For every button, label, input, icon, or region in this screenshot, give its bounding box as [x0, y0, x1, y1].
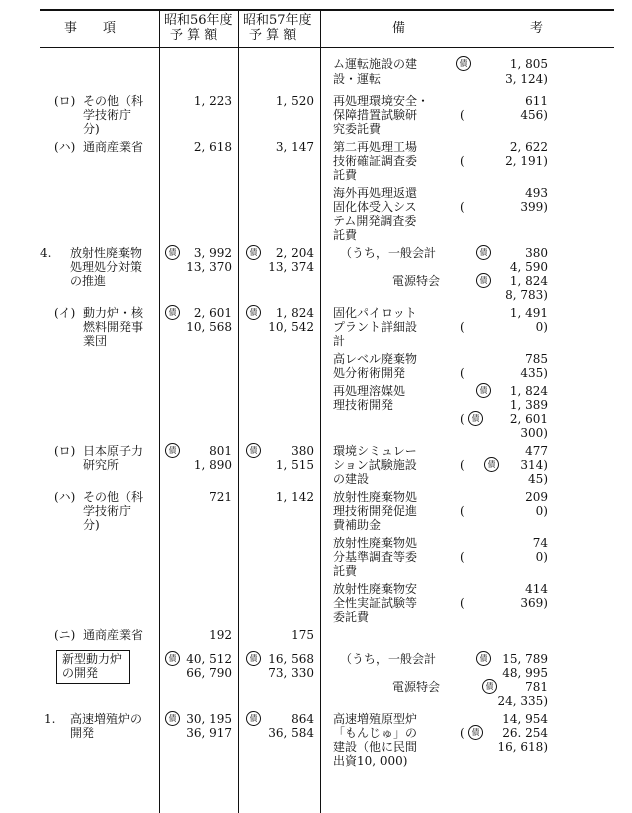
row-i4-note-r1: 再処理溶媒処	[333, 384, 406, 398]
row-i4-value-r4: 300)	[520, 426, 548, 440]
debt-mark-icon: 債	[246, 245, 261, 260]
row-ro4-num: (ロ)	[54, 444, 76, 458]
paren: (	[460, 108, 465, 122]
debt-mark-icon: 債	[476, 651, 491, 666]
row-s1-value-1: 14, 954	[502, 712, 548, 726]
row-shin-value-1: 15, 789	[502, 652, 548, 666]
row-shin-value-3: 781	[525, 680, 548, 694]
row-ha4-note-q1: 放射性廃棄物処	[333, 536, 418, 550]
paren: (	[460, 458, 465, 472]
row-ro1-note-1: 再処理環境安全・	[333, 94, 430, 108]
row-ha4-note-p3: 費補助金	[333, 518, 382, 532]
debt-mark-icon: 債	[482, 679, 497, 694]
debt-mark-icon: 債	[165, 711, 180, 726]
row-i4-note-q2: 処分術術開発	[333, 366, 406, 380]
row-ro1-note-2: 保障措置試験研	[333, 108, 418, 122]
debt-mark-icon: 債	[476, 245, 491, 260]
debt-mark-icon: 債	[165, 305, 180, 320]
row-s4-note-1: （うち，一般会計	[340, 246, 437, 260]
header-rule	[40, 47, 614, 48]
col-divider-3	[320, 9, 321, 813]
row-i4-note-p3: 計	[333, 334, 346, 348]
paren: (	[460, 550, 465, 564]
row-shin-label-1: 新型動力炉	[62, 652, 123, 666]
row-i4-fy57-b: 10, 542	[268, 320, 314, 334]
row-ha1-num: (ハ)	[54, 140, 76, 154]
row-ro1-label-1: その他（科	[83, 94, 144, 108]
row-s1-fy57-a: 864	[291, 712, 314, 726]
row-s4-fy57-b: 13, 374	[268, 260, 314, 274]
row-s1-note-1: 高速増殖原型炉	[333, 712, 418, 726]
row-ro1-num: (ロ)	[54, 94, 76, 108]
row-ha1-value2-1: 493	[525, 186, 548, 200]
row-ha4-fy56: 721	[209, 490, 232, 504]
paren: (	[460, 320, 465, 334]
row-ro4-note-3: の建設	[333, 472, 370, 486]
row-s1-fy56-b: 36, 917	[186, 726, 232, 740]
paren: (	[460, 504, 465, 518]
row-ha1-note-3: 託費	[333, 168, 358, 182]
row-ha4-note-p1: 放射性廃棄物処	[333, 490, 418, 504]
row-shin-value-2: 48, 995	[502, 666, 548, 680]
row-ro4-label-1: 日本原子力	[83, 444, 144, 458]
debt-mark-icon: 債	[165, 245, 180, 260]
row-ha4-note-p2: 理技術開発促進	[333, 504, 418, 518]
row-i4-label-2: 燃料開発事	[83, 320, 144, 334]
row-ha4-value-p1: 209	[525, 490, 548, 504]
row-s1-value-2: 26. 254	[502, 726, 548, 740]
row-ro1-fy57: 1, 520	[275, 94, 314, 108]
row-ro4-note-2: ション試験施設	[333, 458, 417, 472]
row-ha1-value2-2: 399)	[520, 200, 548, 214]
row-s1-label-1: 高速増殖炉の	[70, 712, 143, 726]
row-s1-note-3: 建設（他に民間	[333, 740, 418, 754]
debt-mark-icon: 債	[246, 651, 261, 666]
row-ha4-label-2: 学技術庁	[83, 504, 132, 518]
debt-mark-icon: 債	[246, 711, 261, 726]
row-ha1-note2-4: 託費	[333, 228, 358, 242]
row-ro1-value-2: 456)	[520, 108, 548, 122]
row-ha4-note-q2: 分基準調査等委	[333, 550, 418, 564]
row-ha4-value-r2: 369)	[520, 596, 548, 610]
row-shin-label-2: の開発	[62, 666, 99, 680]
row-ro4-fy57-a: 380	[291, 444, 314, 458]
row-ha1-value-1: 2, 622	[509, 140, 548, 154]
row-ha4-note-r1: 放射性廃棄物安	[333, 582, 418, 596]
row-shin-fy57-b: 73, 330	[268, 666, 314, 680]
row-s4-value-3: 1, 824	[509, 274, 548, 288]
row-ha4-label-1: その他（科	[83, 490, 144, 504]
cont-value-2: 3, 124)	[505, 72, 548, 86]
cont-note-line1: ム運転施設の建	[333, 57, 418, 71]
row-ha4-fy57: 1, 142	[275, 490, 314, 504]
header-notes-b: 考	[530, 21, 544, 36]
debt-mark-icon: 債	[468, 725, 483, 740]
row-shin-value-4: 24, 335)	[497, 694, 548, 708]
row-i4-value-r3: 2, 601	[509, 412, 548, 426]
row-ro1-fy56: 1, 223	[193, 94, 232, 108]
row-s1-fy57-b: 36, 584	[268, 726, 314, 740]
row-i4-num: (イ)	[54, 306, 76, 320]
row-shin-fy56-a: 40, 512	[186, 652, 232, 666]
row-ha1-label: 通商産業省	[83, 140, 144, 154]
row-ro4-label-2: 研究所	[83, 458, 120, 472]
row-s4-num: 4.	[40, 246, 52, 260]
row-ha1-value-2: 2, 191)	[505, 154, 548, 168]
row-ha1-note2-2: 固化体受入シス	[333, 200, 417, 214]
header-item: 事 項	[64, 21, 117, 36]
row-i4-value-q2: 435)	[520, 366, 548, 380]
row-i4-value-r2: 1, 389	[509, 398, 548, 412]
row-ni4-fy56: 192	[209, 628, 232, 642]
paren: (	[460, 366, 465, 380]
paren: (	[460, 726, 465, 740]
row-ro1-note-3: 究委託費	[333, 122, 382, 136]
row-shin-note-1: （うち，一般会計	[340, 652, 437, 666]
row-shin-note-2: 電源特会	[392, 680, 441, 694]
row-s4-label-2: 処理処分対策	[70, 260, 143, 274]
row-s4-label-1: 放射性廃棄物	[70, 246, 143, 260]
paren: (	[460, 412, 465, 426]
row-i4-note-p2: プラント詳細設	[333, 320, 418, 334]
header-fy57-line2: 予 算 額	[249, 28, 297, 43]
row-i4-value-p1: 1, 491	[509, 306, 548, 320]
row-i4-note-q1: 高レベル廃棄物	[333, 352, 418, 366]
header-fy57-line1: 昭和57年度	[243, 13, 312, 28]
row-s1-label-2: 開発	[70, 726, 95, 740]
row-s4-value-1: 380	[525, 246, 548, 260]
row-ni4-fy57: 175	[291, 628, 314, 642]
row-ha4-note-q3: 託費	[333, 564, 358, 578]
row-ha4-note-r3: 委託費	[333, 610, 370, 624]
cont-value-1: 1, 805	[509, 57, 548, 71]
row-s4-fy56-b: 13, 370	[186, 260, 232, 274]
row-s1-note-4: 出資10, 000)	[333, 754, 408, 768]
row-s4-value-4: 8, 783)	[505, 288, 548, 302]
row-ro4-note-1: 環境シミュレー	[333, 444, 417, 458]
row-ha4-label-3: 分)	[83, 518, 100, 532]
paren: (	[460, 154, 465, 168]
row-s1-fy56-a: 30, 195	[186, 712, 232, 726]
top-rule	[40, 9, 614, 11]
row-ha1-note-2: 技術確証調査委	[333, 154, 418, 168]
debt-mark-icon: 債	[456, 56, 471, 71]
row-i4-note-p1: 固化パイロット	[333, 306, 417, 320]
debt-mark-icon: 債	[165, 651, 180, 666]
row-i4-value-p2: 0)	[535, 320, 548, 334]
row-ha4-note-r2: 全性実証試験等	[333, 596, 418, 610]
cont-note-line2: 設・運転	[333, 72, 382, 86]
row-ro4-value-3: 45)	[528, 472, 548, 486]
row-ha4-value-q2: 0)	[535, 550, 548, 564]
row-ha4-num: (ハ)	[54, 490, 76, 504]
debt-mark-icon: 債	[476, 383, 491, 398]
paren: (	[460, 200, 465, 214]
row-i4-label-3: 業団	[83, 334, 108, 348]
row-ha1-note-1: 第二再処理工場	[333, 140, 418, 154]
row-ro1-value-1: 611	[525, 94, 548, 108]
row-s4-fy56-a: 3, 992	[193, 246, 232, 260]
row-ro4-fy57-b: 1, 515	[275, 458, 314, 472]
row-ha4-value-p2: 0)	[535, 504, 548, 518]
header-notes-a: 備	[392, 21, 406, 36]
row-shin-fy56-b: 66, 790	[186, 666, 232, 680]
debt-mark-icon: 債	[476, 273, 491, 288]
debt-mark-icon: 債	[484, 457, 499, 472]
row-ro4-fy56-a: 801	[209, 444, 232, 458]
row-ro4-value-1: 477	[525, 444, 548, 458]
paren: (	[460, 596, 465, 610]
row-ro4-value-2: 314)	[520, 458, 548, 472]
row-s4-fy57-a: 2, 204	[275, 246, 314, 260]
header-fy56-line2: 予 算 額	[170, 28, 218, 43]
row-i4-fy57-a: 1, 824	[275, 306, 314, 320]
row-s1-value-3: 16, 618)	[497, 740, 548, 754]
header-fy56-line1: 昭和56年度	[164, 13, 233, 28]
debt-mark-icon: 債	[165, 443, 180, 458]
row-s4-value-2: 4, 590	[509, 260, 548, 274]
debt-mark-icon: 債	[468, 411, 483, 426]
row-ni4-num: (ニ)	[54, 628, 76, 642]
row-shin-fy57-a: 16, 568	[268, 652, 314, 666]
row-ha1-fy57: 3, 147	[275, 140, 314, 154]
row-i4-value-r1: 1, 824	[509, 384, 548, 398]
row-s1-note-2: 「もんじゅ」の	[333, 726, 418, 740]
row-i4-label-1: 動力炉・核	[83, 306, 144, 320]
row-s4-note-2: 電源特会	[392, 274, 441, 288]
row-ro4-fy56-b: 1, 890	[193, 458, 232, 472]
row-ha1-note2-3: テム開発調査委	[333, 214, 417, 228]
row-s4-label-3: の推進	[70, 274, 107, 288]
row-ha4-value-q1: 74	[532, 536, 548, 550]
debt-mark-icon: 債	[246, 443, 261, 458]
row-ha1-note2-1: 海外再処理返還	[333, 186, 418, 200]
row-s1-num: 1.	[44, 712, 56, 726]
row-ro1-label-3: 分)	[83, 122, 100, 136]
row-ni4-label: 通商産業省	[83, 628, 144, 642]
debt-mark-icon: 債	[246, 305, 261, 320]
row-ha1-fy56: 2, 618	[193, 140, 232, 154]
row-ro1-label-2: 学技術庁	[83, 108, 132, 122]
row-ha4-value-r1: 414	[525, 582, 548, 596]
row-i4-value-q1: 785	[525, 352, 548, 366]
row-i4-note-r2: 理技術開発	[333, 398, 394, 412]
col-divider-1	[159, 9, 160, 813]
row-i4-fy56-b: 10, 568	[186, 320, 232, 334]
col-divider-2	[238, 9, 239, 813]
row-i4-fy56-a: 2, 601	[193, 306, 232, 320]
